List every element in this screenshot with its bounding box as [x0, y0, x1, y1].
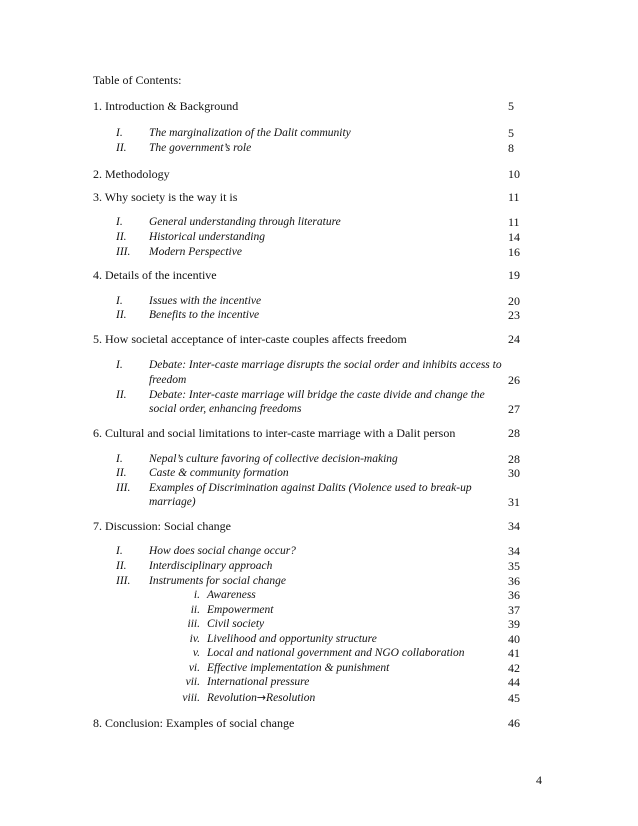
- toc-sub-numeral: II.: [116, 309, 127, 321]
- toc-sub-page: 11: [508, 215, 520, 229]
- toc-section-label: 4. Details of the incentive: [93, 268, 217, 282]
- toc-subsub-label: Awareness: [207, 589, 256, 601]
- toc-sub-page: 35: [508, 559, 520, 573]
- toc-subsub-page: 39: [508, 617, 520, 631]
- arrow-right-icon: →: [256, 691, 267, 704]
- toc-sub-label: How does social change occur?: [149, 545, 296, 557]
- toc-section-label: 5. How societal acceptance of inter-caste couples affects freedom: [93, 332, 407, 346]
- toc-subsub-page: 45: [508, 691, 520, 705]
- toc-sub-page: 34: [508, 544, 520, 558]
- toc-sub-page: 8: [508, 141, 514, 155]
- toc-sub-numeral: III.: [116, 246, 131, 258]
- toc-subsub-label: Civil society: [207, 618, 265, 630]
- toc-sub-label: Historical understanding: [149, 231, 265, 243]
- toc-sub-label: Benefits to the incentive: [149, 309, 260, 321]
- toc-subsub-label: Empowerment: [207, 604, 274, 616]
- toc-subsub-page: 42: [508, 661, 520, 675]
- toc-section-page: 19: [508, 268, 520, 282]
- toc-sub-numeral: I.: [116, 295, 123, 307]
- toc-subsub-numeral: iv.: [189, 633, 200, 645]
- toc-sub-label-cont: marriage): [149, 496, 196, 508]
- toc-sub-page: 23: [508, 308, 520, 322]
- toc-subsub-label: Effective implementation & punishment: [207, 662, 390, 674]
- toc-subsub-numeral: v.: [192, 647, 200, 659]
- toc-section-label: 8. Conclusion: Examples of social change: [93, 716, 295, 730]
- toc-sub-numeral: II.: [116, 142, 127, 154]
- toc-section-page: 10: [508, 167, 520, 181]
- toc-sub-label: Debate: Inter-caste marriage will bridge the caste divide and change the: [149, 389, 485, 401]
- toc-section-label: 7. Discussion: Social change: [93, 519, 231, 533]
- toc-subsub-page: 41: [508, 646, 520, 660]
- toc-sub-label: Interdisciplinary approach: [149, 560, 273, 572]
- toc-subsub-numeral: vi.: [188, 662, 200, 674]
- toc-sub-numeral: III.: [116, 575, 131, 587]
- toc-subsub-label: Livelihood and opportunity structure: [207, 633, 377, 645]
- toc-section-page: 11: [508, 190, 520, 204]
- toc-sub-label: Nepal’s culture favoring of collective decision-making: [149, 453, 398, 465]
- toc-sub-page: 20: [508, 294, 520, 308]
- toc-sub-numeral: II.: [116, 467, 127, 479]
- toc-subsub-numeral: vii.: [185, 676, 200, 688]
- toc-title: Table of Contents:: [93, 73, 182, 87]
- toc-sub-page: 28: [508, 452, 520, 466]
- toc-sub-numeral: II.: [116, 389, 127, 401]
- toc-sub-label: Instruments for social change: [149, 575, 287, 587]
- toc-subsub-label: International pressure: [207, 676, 310, 688]
- toc-sub-page: 36: [508, 574, 520, 588]
- toc-sub-numeral: II.: [116, 560, 127, 572]
- toc-sub-numeral: II.: [116, 231, 127, 243]
- toc-subsub-label-part: Resolution: [266, 692, 316, 704]
- toc-section-page: 28: [508, 426, 520, 440]
- toc-sub-page: 26: [508, 373, 520, 387]
- toc-subsub-label-part: Revolution: [207, 692, 257, 704]
- toc-sub-numeral: I.: [116, 359, 123, 371]
- toc-section-label: 2. Methodology: [93, 167, 170, 181]
- toc-subsub-numeral: ii.: [190, 604, 200, 616]
- toc-sub-numeral: I.: [116, 216, 123, 228]
- toc-section-page: 34: [508, 519, 520, 533]
- toc-sub-numeral: I.: [116, 545, 123, 557]
- toc-subsub-page: 37: [508, 603, 520, 617]
- toc-subsub-page: 40: [508, 632, 520, 646]
- toc-sub-label: Modern Perspective: [149, 246, 242, 258]
- toc-sub-label: Issues with the incentive: [149, 295, 262, 307]
- toc-sub-label-cont: social order, enhancing freedoms: [149, 403, 302, 415]
- toc-sub-page: 31: [508, 495, 520, 509]
- toc-section-label: 1. Introduction & Background: [93, 99, 239, 113]
- toc-sub-label: The marginalization of the Dalit community: [149, 127, 351, 139]
- toc-subsub-label: [207, 690, 315, 706]
- toc-sub-label: Caste & community formation: [149, 467, 289, 479]
- toc-section-page: 24: [508, 332, 520, 346]
- toc-sub-numeral: I.: [116, 453, 123, 465]
- toc-section-page: 46: [508, 716, 520, 730]
- toc-section-label: 6. Cultural and social limitations to inter-caste marriage with a Dalit person: [93, 426, 456, 440]
- toc-sub-numeral: I.: [116, 127, 123, 139]
- toc-sub-label: Examples of Discrimination against Dalits (Violence used to break-up: [149, 482, 472, 494]
- toc-sub-page: 16: [508, 245, 520, 259]
- toc-section-page: 5: [508, 99, 514, 113]
- toc-subsub-numeral: iii.: [187, 618, 200, 630]
- toc-subsub-page: 36: [508, 588, 520, 602]
- toc-sub-label-cont: freedom: [149, 374, 187, 386]
- toc-sub-label: Debate: Inter-caste marriage disrupts the social order and inhibits access to: [149, 359, 502, 371]
- toc-subsub-numeral: i.: [193, 589, 200, 601]
- toc-sub-page: 5: [508, 126, 514, 140]
- page-number: 4: [536, 773, 542, 787]
- toc-section-label: 3. Why society is the way it is: [93, 190, 238, 204]
- toc-sub-label: The government’s role: [149, 142, 252, 154]
- toc-subsub-label: Local and national government and NGO collaboration: [207, 647, 465, 659]
- toc-sub-label: General understanding through literature: [149, 216, 341, 228]
- toc-subsub-page: 44: [508, 675, 520, 689]
- toc-sub-page: 30: [508, 466, 520, 480]
- toc-sub-page: 14: [508, 230, 520, 244]
- toc-sub-numeral: III.: [116, 482, 131, 494]
- toc-sub-page: 27: [508, 402, 520, 416]
- toc-subsub-numeral: viii.: [182, 692, 200, 704]
